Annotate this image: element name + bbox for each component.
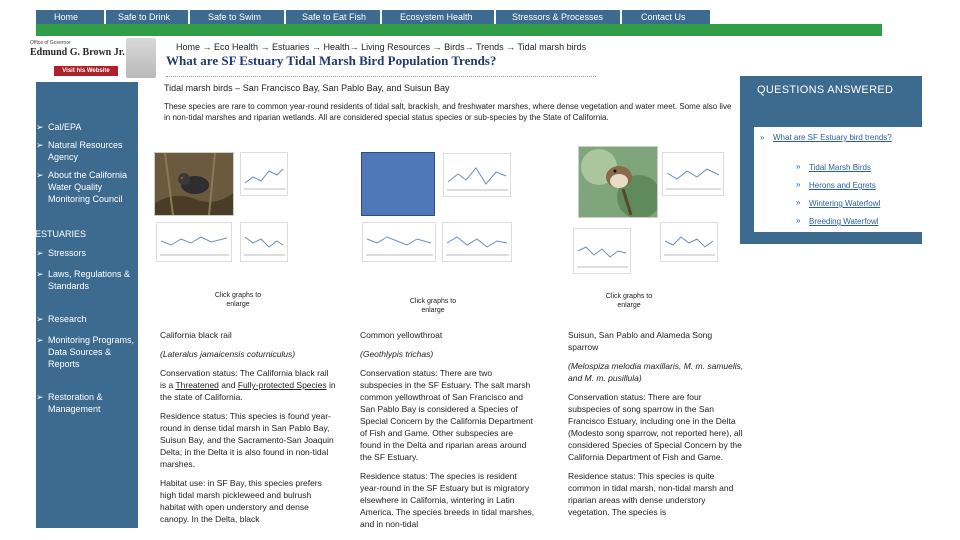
trend-graph[interactable] xyxy=(156,222,232,262)
habitat-use: Habitat use: in SF Bay, this species prefers high tidal marsh pickleweed and bulrush habitat with open understory and dense canopy. In the Delta, black xyxy=(160,478,322,524)
arrow-bullet-icon: ➢ xyxy=(36,122,44,132)
trend-graph[interactable] xyxy=(660,222,718,262)
nav-tab-home[interactable]: Home xyxy=(54,12,79,22)
threatened-link[interactable]: Threatened xyxy=(175,380,219,390)
nav-divider xyxy=(104,10,106,24)
black-rail-photo xyxy=(154,152,234,216)
residence-status: Residence status: This species is quite common in tidal marsh, non-tidal marsh and riparian areas with dense understory vegetation. The species is xyxy=(568,471,734,517)
nav-divider xyxy=(380,10,382,24)
nav-divider xyxy=(284,10,286,24)
conservation-status xyxy=(160,367,336,403)
arrow-bullet-icon: ➢ xyxy=(36,314,44,324)
trend-graph[interactable] xyxy=(662,152,724,196)
trend-graph[interactable] xyxy=(240,152,288,196)
arrow-bullet-icon: ➢ xyxy=(36,140,44,150)
sidebar-item-label: Monitoring Programs, Data Sources & Reports xyxy=(48,335,135,369)
fully-protected-link[interactable]: Fully-protected Species xyxy=(237,380,327,390)
governor-logo[interactable] xyxy=(28,37,158,79)
click-graphs-hint: Click graphs to enlarge xyxy=(214,292,262,308)
nav-tab-safe-to-swim[interactable]: Safe to Swim xyxy=(208,12,262,22)
logo-office-text: Office of Governor xyxy=(30,40,71,46)
bullet-icon: » xyxy=(796,216,801,225)
sidebar-item-label: Restoration & Management xyxy=(48,392,103,414)
species-common-name: California black rail xyxy=(160,330,232,340)
sidebar-item-label: About the California Water Quality Monitoring Council xyxy=(48,170,128,204)
bullet-icon: » xyxy=(760,133,765,142)
sidebar-item-label: Stressors xyxy=(48,248,87,258)
link-tidal-marsh-birds[interactable]: Tidal Marsh Birds xyxy=(809,163,871,172)
link-herons-egrets[interactable]: Herons and Egrets xyxy=(809,181,876,190)
nav-tab-stressors-processes[interactable]: Stressors & Processes xyxy=(512,12,604,22)
residence-status: Residence status: The species is resident year-round in the SF Estuary but is migratory elsewhere in California, wintering in Latin America. The species breeds in tidal marshes, and in non-tidal xyxy=(360,471,535,529)
title-divider xyxy=(166,76,596,77)
visit-website-button[interactable]: Visit his Website xyxy=(54,66,118,76)
link-wintering-waterfowl[interactable]: Wintering Waterfowl xyxy=(809,199,881,208)
intro-paragraph: These species are rare to common year-round residents of tidal salt, brackish, and freshwater marshes, where dense vegetation and water meet. Some also live in non-tidal marshes and riparian wetlands. All are considered special status species or sub-species by the State of California. xyxy=(164,102,732,122)
breadcrumb[interactable]: Home → Eco Health → Estuaries → Health→ Living Resources → Birds→ Trends → Tidal marsh birds xyxy=(176,42,587,52)
conservation-text: and xyxy=(218,380,238,390)
species-common-name: Suisun, San Pablo and Alameda Song sparrow xyxy=(568,330,713,352)
arrow-bullet-icon: ➢ xyxy=(36,248,44,258)
conservation-status: Conservation status: There are two subspecies in the SF Estuary. The salt marsh common yellowthroat of San Francisco and San Pablo Bay is considered a Species of Special Concern by the California Department of Fish and Game. Other subspecies are found in the Delta and riparian areas around the SF Estuary. xyxy=(360,368,533,462)
trend-graph[interactable] xyxy=(573,228,631,274)
sidebar-item-label: Cal/EPA xyxy=(48,122,82,132)
residence-status: Residence status: This species is found year-round in dense tidal marsh in San Pablo Bay, Suisun Bay, and the Sacramento-San Joaquin Delta; in the Delta it is also found in non-tidal marshes. xyxy=(160,411,334,469)
sidebar-item-label: Laws, Regulations & Standards xyxy=(48,269,131,291)
nav-tab-safe-to-eat-fish[interactable]: Safe to Eat Fish xyxy=(302,12,367,22)
click-graphs-hint: Click graphs to enlarge xyxy=(605,293,653,309)
species-scientific-name: (Geothlypis trichas) xyxy=(360,349,434,359)
arrow-bullet-icon: ➢ xyxy=(36,392,44,402)
sidebar-section-estuaries: ESTUARIES xyxy=(35,229,87,239)
bullet-icon: » xyxy=(796,198,801,207)
trend-graph[interactable] xyxy=(240,222,288,262)
species-column-yellowthroat xyxy=(360,329,536,537)
nav-tab-contact-us[interactable]: Contact Us xyxy=(641,12,686,22)
species-common-name: Common yellowthroat xyxy=(360,330,443,340)
arrow-bullet-icon: ➢ xyxy=(36,170,44,180)
species-column-song-sparrow xyxy=(568,329,744,525)
nav-divider xyxy=(620,10,622,24)
logo-name-text: Edmund G. Brown Jr. xyxy=(30,47,125,58)
arrow-bullet-icon: ➢ xyxy=(36,269,44,279)
sidebar-item-label: Natural Resources Agency xyxy=(48,140,123,162)
conservation-text: in the state of California. xyxy=(160,380,336,402)
green-banner-bar xyxy=(36,24,882,36)
bullet-icon: » xyxy=(796,162,801,171)
questions-answered-title: QUESTIONS ANSWERED xyxy=(757,84,894,96)
arrow-bullet-icon: ➢ xyxy=(36,335,44,345)
nav-divider xyxy=(188,10,190,24)
species-scientific-name: (Lateralus jamaicensis coturniculus) xyxy=(160,349,296,359)
bullet-icon: » xyxy=(796,180,801,189)
nav-tab-ecosystem-health[interactable]: Ecosystem Health xyxy=(400,12,473,22)
song-sparrow-photo xyxy=(578,146,658,218)
trend-graph[interactable] xyxy=(442,222,512,262)
sidebar-item-label: Research xyxy=(48,314,87,324)
governor-portrait xyxy=(126,38,156,78)
trend-graph[interactable] xyxy=(443,153,511,197)
top-navigation xyxy=(36,10,710,24)
yellowthroat-photo-placeholder xyxy=(361,152,435,216)
link-breeding-waterfowl[interactable]: Breeding Waterfowl xyxy=(809,217,879,226)
conservation-text: Conservation status: The California black rail is a xyxy=(160,368,329,390)
species-scientific-name: (Melospiza melodia maxillaris, M. m. samuelis, and M. m. pusillula) xyxy=(568,361,744,383)
click-graphs-hint: Click graphs to enlarge xyxy=(409,298,457,314)
nav-divider xyxy=(494,10,496,24)
link-bird-trends[interactable]: What are SF Estuary bird trends? xyxy=(773,133,892,142)
species-column-black-rail xyxy=(160,329,336,532)
trend-graph[interactable] xyxy=(362,222,436,262)
conservation-status: Conservation status: There are four subspecies of song sparrow in the San Francisco Estuary, including one in the Delta (Modesto song sparrow, not reported here), all considered Species of Special Concern by the California Department of Fish and Game. xyxy=(568,392,743,462)
section-subtitle: Tidal marsh birds – San Francisco Bay, San Pablo Bay, and Suisun Bay xyxy=(164,83,450,93)
page-title: What are SF Estuary Tidal Marsh Bird Population Trends? xyxy=(166,53,497,68)
nav-tab-safe-to-drink[interactable]: Safe to Drink xyxy=(118,12,171,22)
